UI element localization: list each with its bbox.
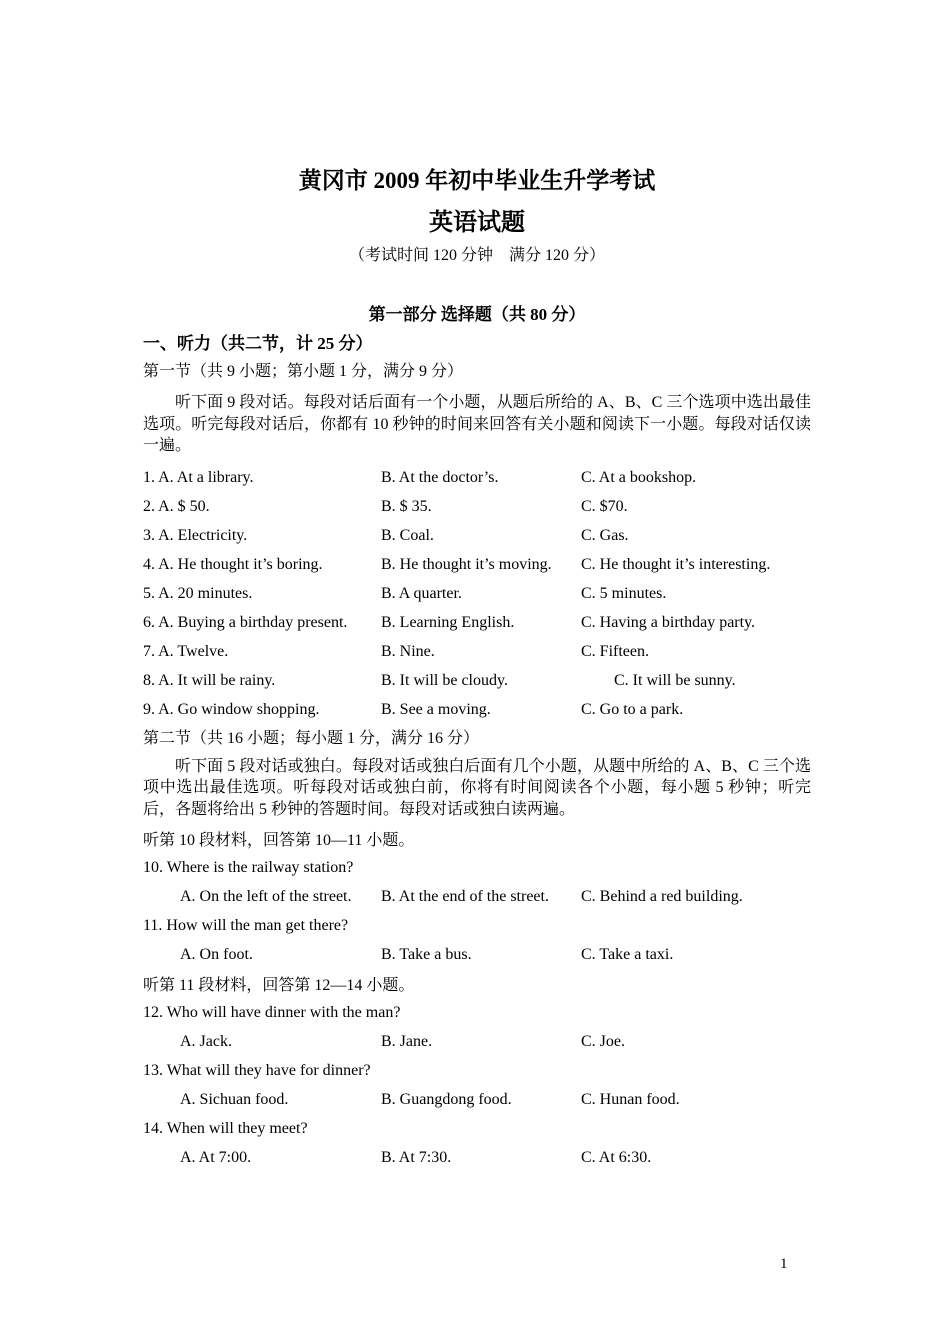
doc-subtitle: 英语试题 <box>429 210 525 236</box>
q11-stem: 11. How will the man get there? <box>143 916 349 934</box>
question-row-5 <box>143 580 811 609</box>
q1-option-c: C. At a bookshop. <box>581 469 697 486</box>
q2-option-a: 2. A. $ 50. <box>143 498 210 515</box>
q6-option-b: B. Learning English. <box>381 614 515 631</box>
q4-option-b: B. He thought it’s moving. <box>381 556 552 573</box>
exam-info: （考试时间 120 分钟 满分 120 分） <box>348 247 605 264</box>
q3-option-a: 3. A. Electricity. <box>143 527 248 544</box>
document-content <box>143 0 811 1172</box>
q1-option-a: 1. A. At a library. <box>143 469 254 486</box>
question-row-7 <box>143 638 811 667</box>
q4-option-c: C. He thought it’s interesting. <box>581 556 771 573</box>
q12-options-row <box>143 1027 811 1056</box>
q2-option-c: C. $70. <box>581 498 628 515</box>
q11-options-row <box>143 940 811 969</box>
question-row-6 <box>143 609 811 638</box>
page-number: 1 <box>780 1256 788 1272</box>
q8-option-c: C. It will be sunny. <box>614 672 736 689</box>
section1-heading: 第一节（共 9 小题；第小题 1 分，满分 9 分） <box>143 363 464 380</box>
q5-option-a: 5. A. 20 minutes. <box>143 585 253 602</box>
q13-option-a: A. Sichuan food. <box>180 1090 289 1108</box>
q9-option-c: C. Go to a park. <box>581 701 684 718</box>
q2-option-b: B. $ 35. <box>381 498 432 515</box>
material-11-note: 听第 11 段材料，回答第 12—14 小题。 <box>143 977 415 994</box>
q6-option-a: 6. A. Buying a birthday present. <box>143 614 348 631</box>
q14-options-row <box>143 1143 811 1172</box>
section1-question-list <box>143 464 811 725</box>
question-row-8 <box>143 667 811 696</box>
q3-option-c: C. Gas. <box>581 527 629 544</box>
q13-option-b: B. Guangdong food. <box>381 1090 512 1108</box>
q11-option-c: C. Take a taxi. <box>581 945 674 963</box>
q5-option-c: C. 5 minutes. <box>581 585 667 602</box>
q7-option-a: 7. A. Twelve. <box>143 643 229 660</box>
question-row-4 <box>143 551 811 580</box>
question-row-9 <box>143 696 811 725</box>
q8-option-a: 8. A. It will be rainy. <box>143 672 276 689</box>
section2-heading: 第二节（共 16 小题；每小题 1 分，满分 16 分） <box>143 729 480 747</box>
q10-option-a: A. On the left of the street. <box>180 887 352 905</box>
section2-question-list <box>143 824 811 1172</box>
q7-option-c: C. Fifteen. <box>581 643 649 660</box>
question-row-2 <box>143 493 811 522</box>
q14-option-a: A. At 7:00. <box>180 1148 252 1166</box>
q10-option-c: C. Behind a red building. <box>581 887 743 905</box>
section2-instructions: 听下面 5 段对话或独白。每段对话或独白后面有几个小题，从题中所给的 A、B、C 三个选项中选出最佳选项。听每段对话或独白前，你将有时间阅读各个小题，每小题 5 秒钟；听完后，各题将给出 5 秒钟的答题时间。每段对话或独白读两遍。 <box>143 757 811 818</box>
q12-option-c: C. Joe. <box>581 1032 625 1050</box>
listening-heading: 一、听力（共二节，计 25 分） <box>143 334 373 353</box>
q14-option-c: C. At 6:30. <box>581 1148 652 1166</box>
q13-option-c: C. Hunan food. <box>581 1090 680 1108</box>
q14-option-b: B. At 7:30. <box>381 1148 452 1166</box>
doc-title: 黄冈市 2009 年初中毕业生升学考试 <box>298 168 656 193</box>
q11-option-b: B. Take a bus. <box>381 945 472 963</box>
material-10-note: 听第 10 段材料，回答第 10—11 小题。 <box>143 832 415 849</box>
q9-option-a: 9. A. Go window shopping. <box>143 701 320 718</box>
q1-option-b: B. At the doctor’s. <box>381 469 499 486</box>
q5-option-b: B. A quarter. <box>381 585 462 602</box>
q8-option-b: B. It will be cloudy. <box>381 672 508 689</box>
q7-option-b: B. Nine. <box>381 643 435 660</box>
part1-heading: 第一部分 选择题（共 80 分） <box>368 305 586 324</box>
q10-stem: 10. Where is the railway station? <box>143 858 354 876</box>
section1-instructions: 听下面 9 段对话。每段对话后面有一个小题，从题后所给的 A、B、C 三个选项中选出最佳选项。听完每段对话后，你都有 10 秒钟的时间来回答有关小题和阅读下一小题。每段对话仅读一遍。 <box>143 394 811 454</box>
q13-stem: 13. What will they have for dinner? <box>143 1061 371 1079</box>
q3-option-b: B. Coal. <box>381 527 434 544</box>
q11-option-a: A. On foot. <box>180 945 253 963</box>
q9-option-b: B. See a moving. <box>381 701 491 718</box>
q14-stem: 14. When will they meet? <box>143 1119 308 1137</box>
q12-stem: 12. Who will have dinner with the man? <box>143 1003 401 1021</box>
q12-option-b: B. Jane. <box>381 1032 433 1050</box>
q13-options-row <box>143 1085 811 1114</box>
q4-option-a: 4. A. He thought it’s boring. <box>143 556 323 573</box>
q12-option-a: A. Jack. <box>180 1032 232 1050</box>
q10-option-b: B. At the end of the street. <box>381 887 549 905</box>
question-row-3 <box>143 522 811 551</box>
q6-option-c: C. Having a birthday party. <box>581 614 756 631</box>
question-row-1 <box>143 464 811 493</box>
q10-options-row <box>143 882 811 911</box>
